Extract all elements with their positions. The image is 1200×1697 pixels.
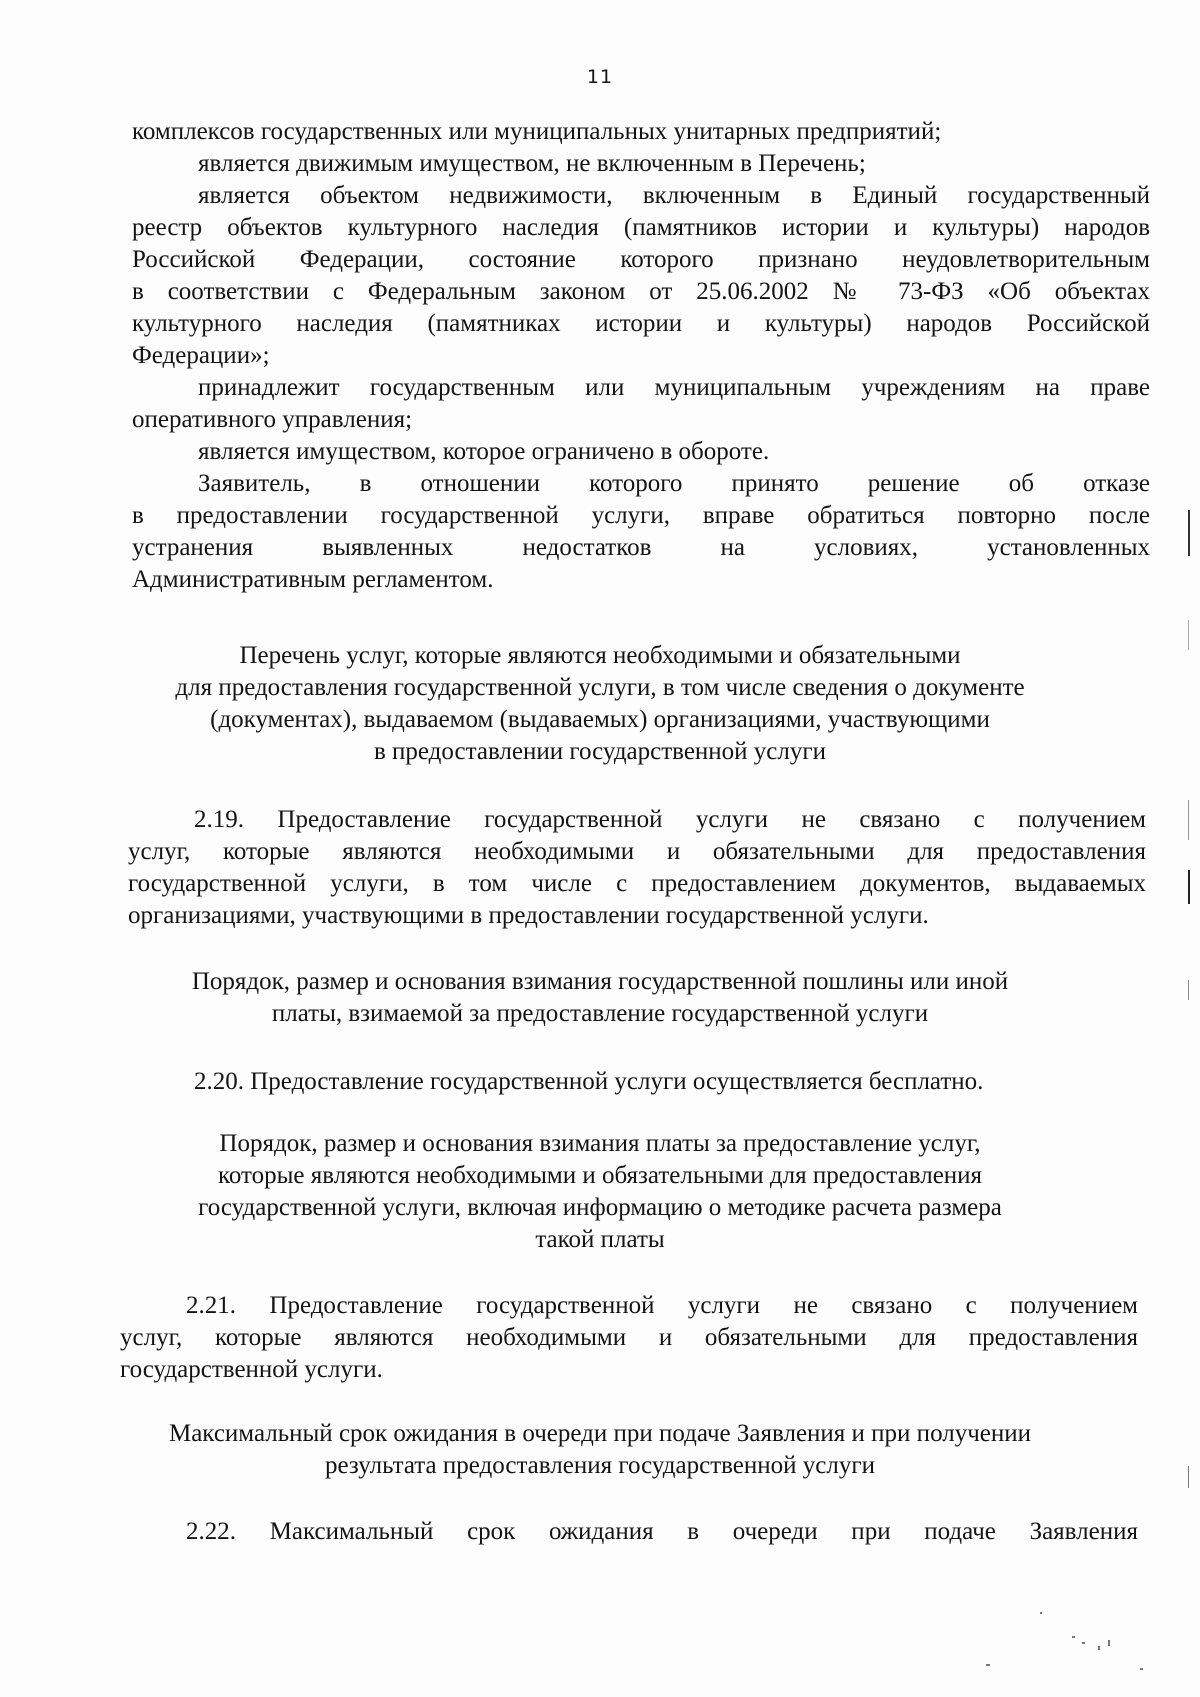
text-line: Административным регламентом. bbox=[132, 566, 494, 593]
text-line: является объектом недвижимости, включенным в Единый государственный bbox=[198, 182, 1150, 209]
scan-speck bbox=[1040, 1612, 1042, 1614]
scan-speck bbox=[986, 1664, 990, 1666]
heading-line: Порядок, размер и основания взимания государственной пошлины или иной bbox=[191, 968, 1009, 995]
text-line: реестр объектов культурного наследия (памятников истории и культуры) народов bbox=[132, 214, 1150, 241]
heading-line: результата предоставления государственной услуги bbox=[325, 1452, 875, 1479]
scan-speck bbox=[1098, 1646, 1100, 1650]
scan-speck bbox=[1072, 1636, 1075, 1638]
text-line: 2.19. Предоставление государственной услуги не связано с получением bbox=[194, 806, 1146, 833]
paragraph-2-19 bbox=[128, 804, 1146, 932]
text-line: устранения выявленных недостатков на условиях, установленных bbox=[132, 534, 1150, 561]
paragraph-2-22 bbox=[120, 1516, 1138, 1548]
text-line: в предоставлении государственной услуги, вправе обратиться повторно после bbox=[132, 502, 1150, 529]
scan-artifact bbox=[1188, 1466, 1189, 1488]
scan-artifact bbox=[1188, 980, 1189, 1000]
scan-artifact bbox=[1188, 870, 1190, 904]
section-heading bbox=[100, 966, 1100, 1030]
heading-line: (документах), выдаваемом (выдаваемых) организациями, участвующими bbox=[210, 706, 990, 733]
text-line: оперативного управления; bbox=[132, 406, 413, 433]
text-line: 2.21. Предоставление государственной услуги не связано с получением bbox=[186, 1292, 1138, 1319]
scan-artifact bbox=[1188, 620, 1189, 650]
scan-speck bbox=[1082, 1642, 1085, 1644]
text-line: Российской Федерации, состояние которого признано неудовлетворительным bbox=[132, 246, 1150, 273]
section-heading bbox=[100, 1128, 1100, 1256]
text-line: государственной услуги, в том числе с предоставлением документов, выдаваемых bbox=[128, 870, 1146, 897]
text-line: организациями, участвующими в предоставлении государственной услуги. bbox=[128, 902, 929, 929]
heading-line: государственной услуги, включая информацию о методике расчета размера bbox=[198, 1194, 1002, 1221]
text-line: услуг, которые являются необходимыми и обязательными для предоставления bbox=[120, 1324, 1138, 1351]
section-heading bbox=[100, 640, 1100, 768]
text-line: комплексов государственных или муниципальных унитарных предприятий; bbox=[132, 118, 942, 145]
intro-section bbox=[132, 116, 1150, 596]
scan-artifact bbox=[1188, 510, 1190, 556]
text-line: в соответствии с Федеральным законом от 25.06.2002 № 73-ФЗ «Об объектах bbox=[132, 278, 1150, 305]
text-line: является движимым имуществом, не включенным в Перечень; bbox=[198, 150, 866, 177]
scan-speck bbox=[1140, 1668, 1143, 1670]
heading-line: Максимальный срок ожидания в очереди при подаче Заявления и при получении bbox=[168, 1420, 1032, 1447]
text-line: 2.22. Максимальный срок ожидания в очереди при подаче Заявления bbox=[186, 1518, 1138, 1545]
section-heading bbox=[80, 1418, 1120, 1482]
heading-line: для предоставления государственной услуги, в том числе сведения о документе bbox=[175, 674, 1025, 701]
heading-line: платы, взимаемой за предоставление государственной услуги bbox=[271, 1000, 929, 1027]
heading-line: которые являются необходимыми и обязательными для предоставления bbox=[217, 1162, 983, 1189]
text-line: услуг, которые являются необходимыми и обязательными для предоставления bbox=[128, 838, 1146, 865]
text-line: культурного наследия (памятниках истории и культуры) народов Российской bbox=[132, 310, 1150, 337]
text-line: государственной услуги. bbox=[120, 1356, 383, 1383]
text-line: Федерации»; bbox=[132, 342, 270, 369]
heading-line: такой платы bbox=[535, 1226, 665, 1253]
page-number: 11 bbox=[586, 66, 614, 88]
heading-line: Порядок, размер и основания взимания платы за предоставление услуг, bbox=[219, 1130, 981, 1157]
heading-line: Перечень услуг, которые являются необходимыми и обязательными bbox=[239, 642, 961, 669]
text-line: является имуществом, которое ограничено в обороте. bbox=[198, 438, 770, 465]
paragraph-2-20 bbox=[128, 1066, 1146, 1098]
scan-artifact bbox=[1188, 800, 1189, 840]
scan-speck bbox=[1108, 1640, 1110, 1646]
paragraph-2-21 bbox=[120, 1290, 1138, 1386]
heading-line: в предоставлении государственной услуги bbox=[373, 738, 827, 765]
text-line: Заявитель, в отношении которого принято решение об отказе bbox=[198, 470, 1150, 497]
text-line: принадлежит государственным или муниципальным учреждениям на праве bbox=[198, 374, 1150, 401]
text-line: 2.20. Предоставление государственной услуги осуществляется бесплатно. bbox=[194, 1068, 984, 1095]
